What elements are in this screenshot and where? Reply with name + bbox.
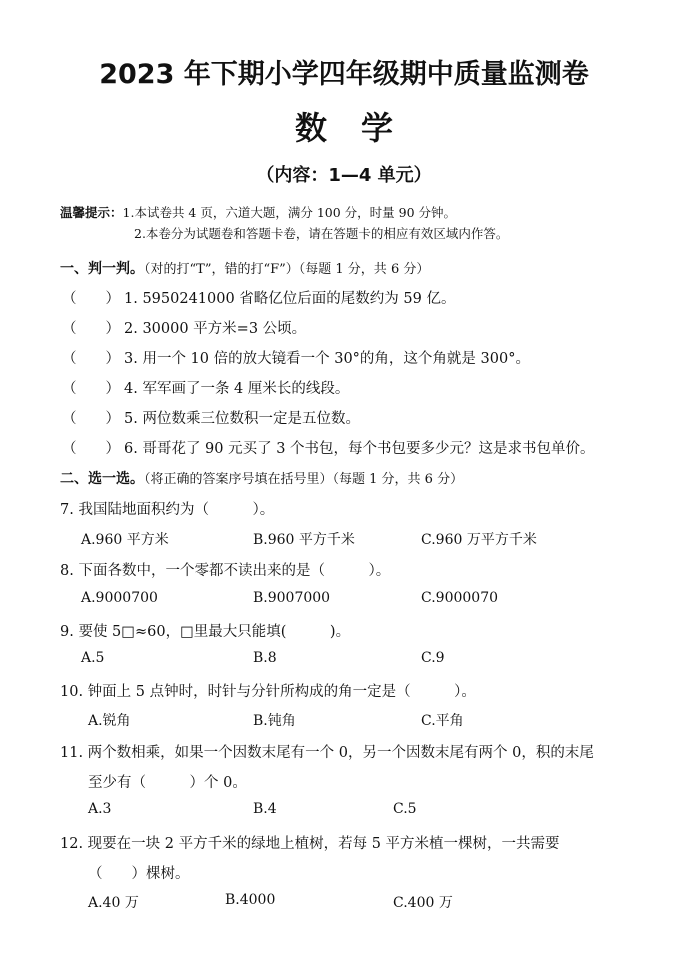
question-11-stem-cont: 至少有（ ）个 0。 xyxy=(88,775,247,791)
judge-item-6 xyxy=(62,437,595,458)
subject-title: 数学 xyxy=(294,109,427,147)
section-1-title: 一、判一判。 xyxy=(60,261,144,277)
q11-option-c[interactable]: C.5 xyxy=(393,801,417,817)
q10-option-c[interactable]: C.平角 xyxy=(421,713,464,729)
section-2-title: 二、选一选。 xyxy=(60,471,144,487)
section-2-note: （将正确的答案序号填在括号里）（每题 1 分，共 6 分） xyxy=(144,472,464,487)
answer-paren[interactable]: （ ） xyxy=(62,441,120,457)
q9-option-a[interactable]: A.5 xyxy=(81,650,105,666)
q12-option-a[interactable]: A.40 万 xyxy=(88,895,139,911)
q8-option-b[interactable]: B.9007000 xyxy=(253,590,331,606)
question-12-stem: 12. 现要在一块 2 平方千米的绿地上植树，若每 5 平方米植一棵树，一共需要 xyxy=(60,836,560,852)
answer-paren[interactable]: （ ） xyxy=(62,411,120,427)
exam-title: 2023 年下期小学四年级期中质量监测卷 xyxy=(99,59,589,90)
judge-text: 5. 两位数乘三位数积一定是五位数。 xyxy=(124,411,360,427)
q8-option-a[interactable]: A.9000700 xyxy=(81,590,158,606)
content-scope: （内容：1—4 单元） xyxy=(256,165,432,186)
judge-text: 2. 30000 平方米=3 公顷。 xyxy=(124,321,307,337)
q8-option-c[interactable]: C.9000070 xyxy=(421,590,499,606)
judge-text: 1. 5950241000 省略亿位后面的尾数约为 59 亿。 xyxy=(124,291,456,307)
answer-paren[interactable]: （ ） xyxy=(62,321,120,337)
section-1-heading xyxy=(60,258,429,278)
judge-text: 6. 哥哥花了 90 元买了 3 个书包，每个书包要多少元？这是求书包单价。 xyxy=(124,441,595,457)
answer-paren[interactable]: （ ） xyxy=(62,351,120,367)
tips-label: 温馨提示： xyxy=(60,205,123,220)
tips-line-1 xyxy=(60,203,456,221)
answer-paren[interactable]: （ ） xyxy=(62,291,120,307)
q9-option-b[interactable]: B.8 xyxy=(253,650,277,666)
q7-option-c[interactable]: C.960 万平方千米 xyxy=(421,532,537,548)
judge-text: 3. 用一个 10 倍的放大镜看一个 30°的角，这个角就是 300°。 xyxy=(124,351,530,367)
question-11-stem: 11. 两个数相乘，如果一个因数末尾有一个 0，另一个因数末尾有两个 0，积的末尾 xyxy=(60,745,594,761)
section-1-note: （对的打“T”，错的打“F”）（每题 1 分，共 6 分） xyxy=(144,262,430,277)
q10-option-a[interactable]: A.锐角 xyxy=(88,713,131,729)
q11-option-b[interactable]: B.4 xyxy=(253,801,277,817)
question-10-stem: 10. 钟面上 5 点钟时，时针与分针所构成的角一定是（ ）。 xyxy=(60,684,476,700)
question-12-stem-cont: （ ）棵树。 xyxy=(88,866,190,882)
judge-item-5 xyxy=(62,407,360,428)
judge-item-1 xyxy=(62,287,455,308)
q7-option-a[interactable]: A.960 平方米 xyxy=(81,532,169,548)
section-2-heading xyxy=(60,468,463,488)
q7-option-b[interactable]: B.960 平方千米 xyxy=(253,532,355,548)
q12-option-c[interactable]: C.400 万 xyxy=(393,895,453,911)
judge-item-2 xyxy=(62,317,306,338)
q12-option-b[interactable]: B.4000 xyxy=(225,892,276,908)
answer-paren[interactable]: （ ） xyxy=(62,381,120,397)
q11-option-a[interactable]: A.3 xyxy=(88,801,112,817)
q10-option-b[interactable]: B.钝角 xyxy=(253,713,296,729)
judge-text: 4. 军军画了一条 4 厘米长的线段。 xyxy=(124,381,350,397)
judge-item-3 xyxy=(62,347,530,368)
q9-option-c[interactable]: C.9 xyxy=(421,650,445,666)
question-8-stem: 8. 下面各数中，一个零都不读出来的是（ ）。 xyxy=(60,563,391,579)
tips-line-2: 2.本卷分为试题卷和答题卡卷，请在答题卡的相应有效区域内作答。 xyxy=(134,226,509,241)
judge-item-4 xyxy=(62,377,349,398)
question-7-stem: 7. 我国陆地面积约为（ ）。 xyxy=(60,502,275,518)
question-9-stem: 9. 要使 5□≈60，□里最大只能填( )。 xyxy=(60,624,351,640)
tips-text-1: 1.本试卷共 4 页，六道大题，满分 100 分，时量 90 分钟。 xyxy=(122,205,457,220)
